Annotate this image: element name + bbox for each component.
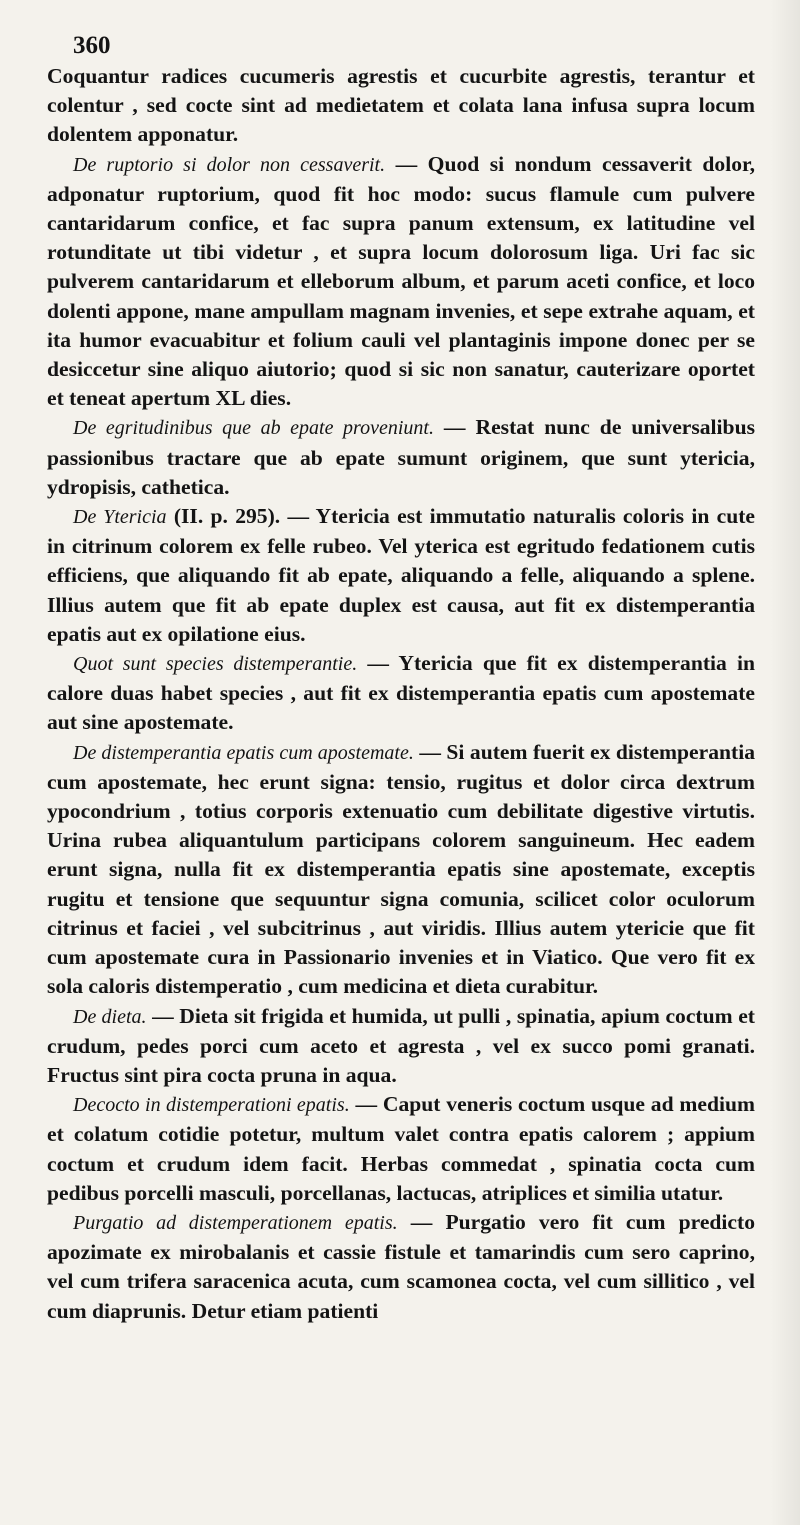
paragraph-de-ytericia — [47, 502, 755, 649]
section-heading: De dieta. — [73, 1005, 147, 1028]
paragraph-de-egritudinibus — [47, 413, 755, 502]
paragraph-text: Coquantur radices cucumeris agrestis et cucurbite agrestis, terantur et colentur , sed cocte sint ad medietatem et colata lana infusa supra locum dolentem apponatur. — [47, 64, 755, 147]
section-heading: Decocto in distemperationi epatis. — [73, 1094, 350, 1117]
paragraph-de-dieta — [47, 1002, 755, 1091]
section-heading: De distemperantia epatis cum apostemate. — [73, 741, 414, 764]
section-heading: De egritudinibus que ab epate proveniunt. — [73, 417, 434, 440]
section-heading: De Ytericia — [73, 506, 167, 529]
paragraph-de-distemperantia — [47, 738, 755, 1002]
paragraph-quot-sunt-species — [47, 649, 755, 738]
paragraph-text: (II. p. 295). — Ytericia est immutatio naturalis coloris in cute in citrinum colorem ex felle rubeo. Vel yterica est egritudo fedationem cutis efficiens, que aliquando fit ab epate, aliquando a felle, aliquando a splene. Illius autem que fit ab epate duplex est causa, aut fit ex distemperantia epatis aut ex opilatione eius. — [47, 504, 756, 646]
paragraph-text: — Ytericia que fit ex distemperantia in calore duas habet species , aut fit ex distemperantia epatis cum apostemate aut sine apostemate. — [47, 651, 756, 735]
paragraph-text: — Caput veneris coctum usque ad medium et colatum cotidie potetur, multum valet contra epatis calorem ; appium coctum et crudum idem facit. Herbas commedat , spinatia cocta cum pedibus porcelli masculi, porcellanas, lactucas, atriplices et similia utatur. — [47, 1092, 755, 1205]
page-edge-shadow — [770, 0, 800, 1525]
book-page — [47, 32, 755, 1492]
paragraph-text: — Dieta sit frigida et humida, ut pulli , spinatia, apium coctum et crudum, pedes porci cum aceto et agresta , vel ex succo pomi granati. Fructus sint pira cocta pruna in aqua. — [47, 1003, 755, 1087]
paragraph-text: — Si autem fuerit ex distemperantia cum apostemate, hec erunt signa: tensio, rugitus et dolor circa dextrum ypocondrium , totius corporis extenuatio cum debilitate digestive virtutis. Urina rubea aliquantulum participans colorem sanguineum. Hec eadem erunt signa, nulla fit ex distemperantia epatis sine apostemate, exceptis rugitu et tensione que sequuntur signa comunia, scilicet color oculorum citrinus et faciei , vel subcitrinus , aut viridis. Illius autem ytericie que fit cum apostemate cura in Passionario invenies et in Viatico. Que vero fit ex sola caloris distemperatio , cum medicina et dieta curabitur. — [47, 739, 755, 999]
paragraph-purgatio — [47, 1208, 755, 1326]
paragraph-text: — Purgatio vero fit cum predicto apozimate ex mirobalanis et cassie fistule et tamarindis cum sero caprino, vel cum trifera saracenica acuta, cum scamonea cocta, vel cum sillitico , vel cum diaprunis. Detur etiam patienti — [47, 1209, 755, 1323]
section-heading: Quot sunt species distemperantie. — [73, 653, 358, 676]
paragraph-intro — [47, 62, 755, 150]
paragraph-text: — Quod si nondum cessaverit dolor, adponatur ruptorium, quod fit hoc modo: sucus flamule cum pulvere cantaridarum confice, et fac supra panum extensum, ex latitudine vel rotunditate ut tibi videtur , et supra locum dolorosum liga. Uri fac sic pulverem cantaridarum et elleborum album, et parum aceti confice, et loco dolenti appone, mane ampullam magnam invenies, et sepe extrahe aquam, et ita humor evacuabitur et folium cauli vel plantaginis impone donec per se desiccetur sine aliquo aiutorio; quod si sic non sanatur, cauterizare oportet et teneat apertum XL dies. — [47, 151, 755, 411]
section-heading: Purgatio ad distemperationem epatis. — [73, 1211, 398, 1234]
paragraph-de-ruptorio — [47, 150, 755, 414]
section-heading: De ruptorio si dolor non cessaverit. — [73, 153, 386, 176]
paragraph-text: — Restat nunc de universalibus passionibus tractare que ab epate sumunt originem, que sunt ytericia, ydropisis, cathetica. — [47, 415, 755, 499]
paragraph-decocto — [47, 1090, 755, 1208]
page-number: 360 — [73, 32, 111, 59]
